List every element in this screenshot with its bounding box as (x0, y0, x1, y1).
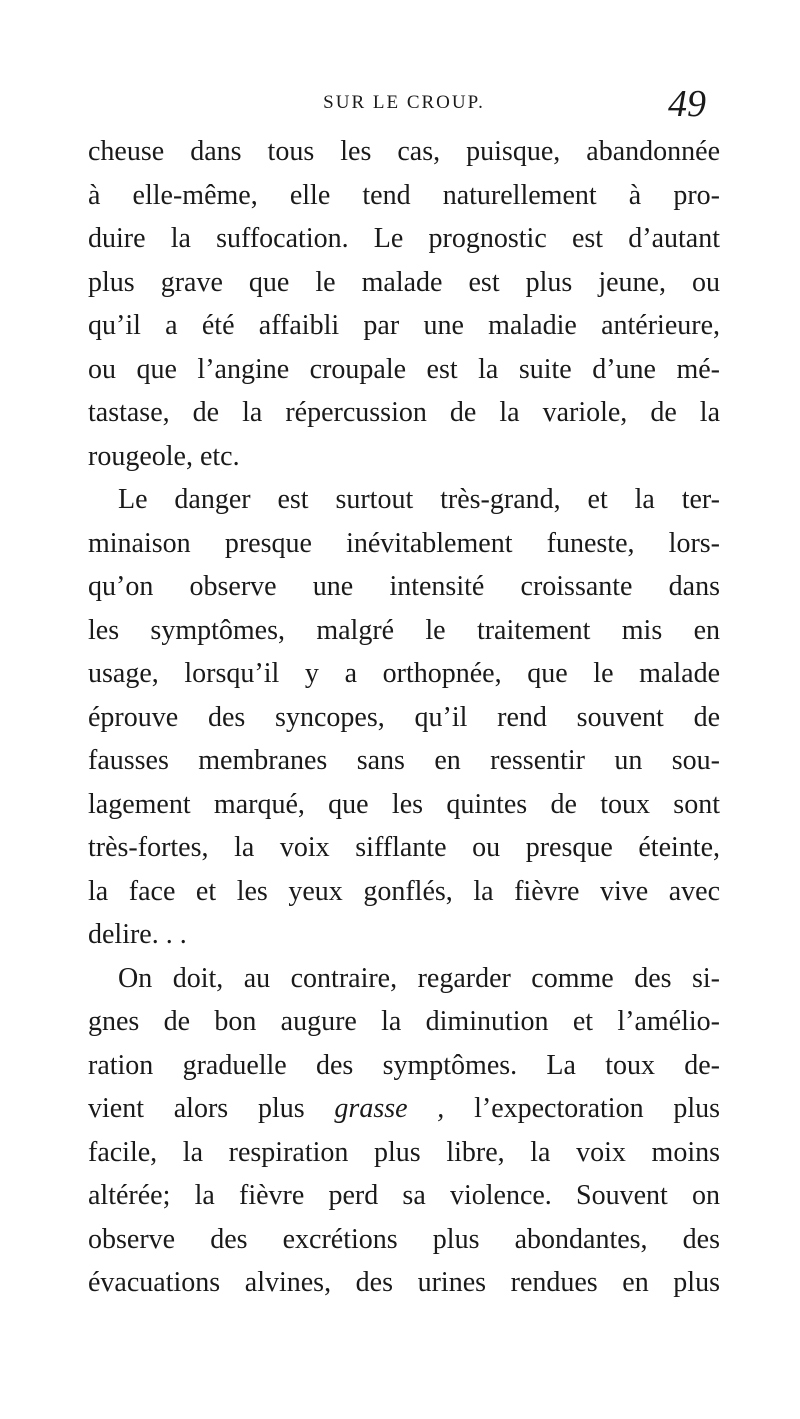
text-line: delire. . . (88, 919, 187, 950)
text-segment: vient alors plus (88, 1093, 305, 1124)
text-line: cheuse dans tous les cas, puisque, abandonnée (88, 136, 720, 167)
text-line: usage, lorsqu’il y a orthopnée, que le malade (88, 658, 720, 689)
text-line: On doit, au contraire, regarder comme des si- (118, 962, 720, 994)
text-line: facile, la respiration plus libre, la voix moins (88, 1136, 720, 1168)
text-line: qu’on observe une intensité croissante dans (88, 571, 720, 602)
running-head (88, 83, 720, 128)
text-line: altérée; la fièvre perd sa violence. Souvent on (88, 1180, 720, 1211)
text-line: ou que l’angine croupale est la suite d’une mé- (88, 353, 720, 385)
text-line: rougeole, etc. (88, 440, 240, 472)
text-line: observe des excrétions plus abondantes, des (88, 1223, 720, 1255)
italic-word: grasse , (334, 1093, 445, 1124)
text-line-mixed (88, 1087, 720, 1131)
text-line: qu’il a été affaibli par une maladie antérieure, (88, 310, 720, 341)
text-line: fausses membranes sans en ressentir un sou- (88, 745, 720, 776)
text-line: minaison presque inévitablement funeste, lors- (88, 527, 720, 559)
text-line: Le danger est surtout très-grand, et la ter- (118, 484, 720, 515)
page-number: 49 (668, 83, 706, 125)
text-line: ration graduelle des symptômes. La toux de- (88, 1049, 720, 1081)
text-line: à elle-même, elle tend naturellement à pro- (88, 179, 720, 211)
text-line: plus grave que le malade est plus jeune, ou (88, 266, 720, 298)
text-line: duire la suffocation. Le prognostic est d’autant (88, 223, 720, 254)
body-text (88, 130, 720, 1305)
text-line: la face et les yeux gonflés, la fièvre vive avec (88, 875, 720, 907)
text-line: tastase, de la répercussion de la variole, de la (88, 397, 720, 428)
text-line: gnes de bon augure la diminution et l’amélio- (88, 1006, 720, 1037)
text-segment: l’expectoration plus (474, 1093, 721, 1124)
text-line: évacuations alvines, des urines rendues en plus (88, 1267, 720, 1298)
running-title: SUR LE CROUP. (323, 92, 485, 113)
text-line: les symptômes, malgré le traitement mis en (88, 614, 720, 646)
text-line: très-fortes, la voix sifflante ou presque éteinte, (88, 832, 720, 863)
text-line: éprouve des syncopes, qu’il rend souvent de (88, 701, 720, 733)
text-line: lagement marqué, que les quintes de toux sont (88, 788, 720, 820)
